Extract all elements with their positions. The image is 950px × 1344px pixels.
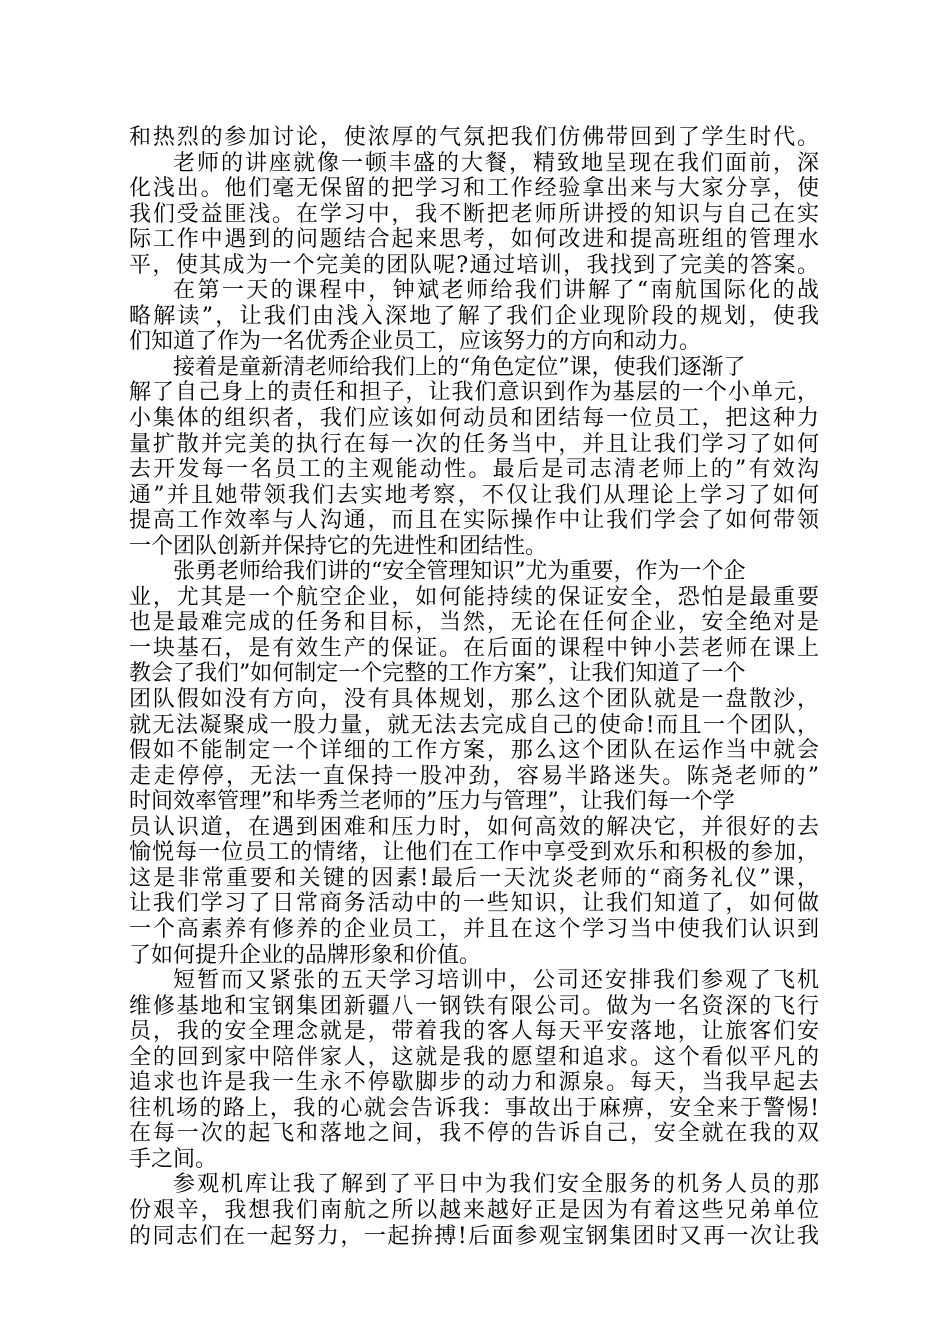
text-line: 提高工作效率与人沟通，而且在实际操作中让我们学会了如何带领	[129, 508, 821, 534]
text-line: 假如不能制定一个详细的工作方案，那么这个团队在运作当中就会	[129, 738, 821, 764]
text-line: 略解读”，让我们由浅入深地了解了我们企业现阶段的规划，使我	[129, 303, 822, 329]
text-line: 全的回到家中陪伴家人，这就是我的愿望和追求。这个看似平凡的	[129, 1044, 821, 1070]
text-line: 量扩散并完美的执行在每一次的任务当中，并且让我们学习了如何	[129, 431, 821, 457]
text-line: 参观机库让我了解到了平日中为我们安全服务的机务人员的那	[173, 1172, 821, 1198]
text-line: 短暂而又紧张的五天学习培训中，公司还安排我们参观了飞机	[173, 968, 821, 994]
text-line: 走走停停，无法一直保持一股冲劲，容易半路迷失。陈尧老师的”	[129, 763, 822, 789]
text-line: 张勇老师给我们讲的“安全管理知识”尤为重要，作为一个企	[173, 559, 746, 585]
text-line: 时间效率管理”和毕秀兰老师的”压力与管理”，让我们每一个学	[129, 789, 735, 815]
text-line: 追求也许是我一生永不停歇脚步的动力和源泉。每天，当我早起去	[129, 1070, 821, 1096]
text-line: 了如何提升企业的品牌形象和价值。	[129, 942, 482, 968]
paragraph	[129, 1172, 819, 1249]
text-line: 一个团队创新并保持它的先进性和团结性。	[129, 533, 548, 559]
text-line: 手之间。	[129, 1146, 218, 1172]
paragraph	[129, 278, 822, 355]
paragraph	[129, 354, 822, 559]
paragraph	[129, 559, 822, 968]
text-line: 往机场的路上，我的心就会告诉我：事故出于麻痹，安全来于警惕!	[129, 1095, 821, 1121]
text-line: 在每一次的起飞和落地之间，我不停的告诉自己，安全就在我的双	[129, 1121, 821, 1147]
text-line: 教会了我们”如何制定一个完整的工作方案”，让我们知道了一个	[129, 661, 746, 687]
text-line: 在第一天的课程中，钟斌老师给我们讲解了“南航国际化的战	[173, 278, 822, 304]
text-line: 一块基石，是有效生产的保证。在后面的课程中钟小芸老师在课上	[129, 635, 821, 661]
text-line: 让我们学习了日常商务活动中的一些知识，让我们知道了，如何做	[129, 891, 821, 917]
text-line: 也是最难完成的任务和目标，当然，无论在任何企业，安全绝对是	[129, 610, 821, 636]
text-line: 业，尤其是一个航空企业，如何能持续的保证安全，恐怕是最重要	[129, 584, 821, 610]
paragraph	[129, 125, 819, 151]
text-line: 解了自己身上的责任和担子，让我们意识到作为基层的一个小单元，	[129, 380, 821, 406]
text-line: 团队假如没有方向，没有具体规划，那么这个团队就是一盘散沙，	[129, 687, 821, 713]
text-line: 份艰辛，我想我们南航之所以越来越好正是因为有着这些兄弟单位	[129, 1197, 821, 1223]
text-line: 维修基地和宝钢集团新疆八一钢铁有限公司。做为一名资深的飞行	[129, 993, 821, 1019]
text-line: 和热烈的参加讨论，使浓厚的气氛把我们仿佛带回到了学生时代。	[129, 125, 821, 150]
text-line: 一个高素养有修养的企业员工，并且在这个学习当中使我们认识到	[129, 916, 821, 942]
paragraph	[129, 968, 819, 1172]
text-line: 愉悦每一位员工的情绪，让他们在工作中享受到欢乐和积极的参加，	[129, 840, 821, 866]
text-line: 员，我的安全理念就是，带着我的客人每天平安落地，让旅客们安	[129, 1019, 821, 1045]
text-line: 通”并且她带领我们去实地考察，不仅让我们从理论上学习了如何	[129, 482, 822, 508]
text-line: 小集体的组织者，我们应该如何动员和团结每一位员工，把这种力	[129, 406, 821, 432]
text-line: 老师的讲座就像一顿丰盛的大餐，精致地呈现在我们面前，深	[173, 150, 821, 176]
text-line: 们知道了作为一名优秀企业员工，应该努力的方向和动力。	[129, 329, 702, 355]
text-line: 就无法凝聚成一股力量，就无法去完成自己的使命!而且一个团队，	[129, 712, 821, 738]
text-line: 去开发每一名员工的主观能动性。最后是司志清老师上的”有效沟	[129, 457, 822, 483]
text-line: 化浅出。他们毫无保留的把学习和工作经验拿出来与大家分享，使	[129, 176, 821, 202]
document-body	[129, 125, 822, 1249]
text-line: 我们受益匪浅。在学习中，我不断把老师所讲授的知识与自己在实	[129, 201, 821, 227]
text-line: 平，使其成为一个完美的团队呢?通过培训，我找到了完美的答案。	[129, 252, 821, 278]
text-line: 这是非常重要和关键的因素!最后一天沈炎老师的“商务礼仪”课，	[129, 865, 822, 891]
text-line: 接着是童新清老师给我们上的“角色定位”课，使我们逐渐了	[173, 354, 746, 380]
paragraph	[129, 151, 819, 279]
text-line: 员认识道，在遇到困难和压力时，如何高效的解决它，并很好的去	[129, 814, 821, 840]
text-line: 的同志们在一起努力，一起拚搏!后面参观宝钢集团时又再一次让我	[129, 1223, 821, 1249]
text-line: 际工作中遇到的问题结合起来思考，如何改进和提高班组的管理水	[129, 227, 821, 253]
